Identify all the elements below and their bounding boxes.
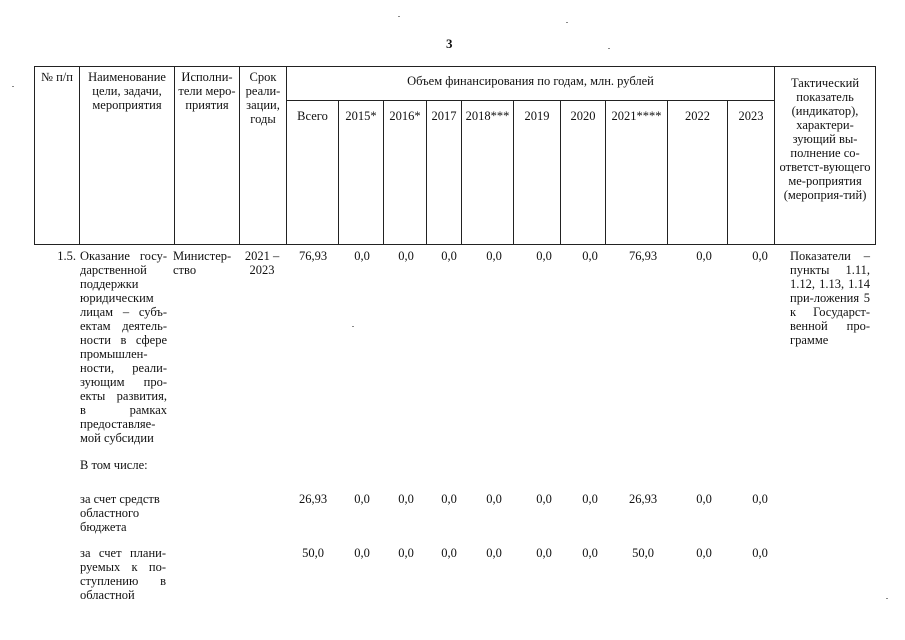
header-table [34,66,876,245]
row-value: 0,0 [582,249,598,263]
header-year: 2022 [668,101,728,245]
scan-speck [886,598,888,599]
table-row [0,249,905,469]
subrow-value: 0,0 [752,546,768,560]
header-year: 2016* [384,101,427,245]
header-year: 2017 [427,101,462,245]
subrow-value: 0,0 [486,546,502,560]
scan-speck [566,22,568,23]
header-year: 2019 [514,101,561,245]
subrow-name: за счет средств областного бюджета [80,492,160,534]
scan-speck [12,86,14,87]
header-year: 2015* [339,101,384,245]
subrow-value: 0,0 [354,546,370,560]
row-value: 0,0 [486,249,502,263]
subrow-value: 0,0 [486,492,502,506]
subrow-value: 0,0 [398,546,414,560]
subrow-value: 0,0 [752,492,768,506]
header-name: Наименование цели, задачи, мероприятия [80,67,175,245]
row-total: 76,93 [298,249,328,263]
table-row [0,546,905,606]
subrow-value: 50,0 [632,546,654,560]
row-indicator: Показатели – пункты 1.11, 1.12, 1.13, 1.14 при-ложения 5 к Государст-венной про-грамме [790,249,870,347]
header-year: 2023 [728,101,775,245]
scan-speck [608,48,610,49]
subrow-total: 50,0 [302,546,324,560]
subrow-value: 0,0 [536,546,552,560]
row-name: Оказание госу-дарственной поддержки юридическим лицам – субъ-ектам деятель-ности в сфере промышлен-ности, реали-зующим про-екты развития, в рамках предоставляе-мой субсидии [80,249,167,445]
subrow-value: 26,93 [628,492,658,506]
scan-speck [352,326,354,327]
row-value: 0,0 [441,249,457,263]
subrow-value: 0,0 [582,492,598,506]
row-executor: Министер-ство [173,249,232,277]
subrow-value: 0,0 [582,546,598,560]
subrow-name: за счет плани-руемых к по-ступлению в областной [80,546,166,602]
header-executor: Исполни-тели меро-приятия [175,67,240,245]
row-value: 0,0 [354,249,370,263]
header-total: Всего [287,101,339,245]
row-term: 2021 – 2023 [244,249,280,277]
header-num: № п/п [35,67,80,245]
subrow-value: 0,0 [441,492,457,506]
header-year: 2020 [561,101,606,245]
subrow-value: 0,0 [536,492,552,506]
page-number: 3 [446,36,453,51]
header-funding: Объем финансирования по годам, млн. рублей [287,67,775,101]
subrow-total: 26,93 [298,492,328,506]
header-term: Срок реали-зации, годы [240,67,287,245]
subrow-value: 0,0 [354,492,370,506]
row-value: 0,0 [752,249,768,263]
including-label: В том числе: [80,458,148,472]
header-indicator: Тактический показатель (индикатор), характери-зующий вы-полнение со-ответст-вующего ме-роприятия (мероприя-тий) [775,67,876,245]
table-row [0,492,905,542]
scan-speck [398,16,400,17]
row-value: 0,0 [398,249,414,263]
row-value: 0,0 [536,249,552,263]
row-value: 76,93 [628,249,658,263]
subrow-value: 0,0 [441,546,457,560]
header-year: 2021**** [606,101,668,245]
subrow-value: 0,0 [696,546,712,560]
subrow-value: 0,0 [398,492,414,506]
row-value: 0,0 [696,249,712,263]
subrow-value: 0,0 [696,492,712,506]
header-year: 2018*** [462,101,514,245]
row-number: 1.5. [57,249,76,263]
